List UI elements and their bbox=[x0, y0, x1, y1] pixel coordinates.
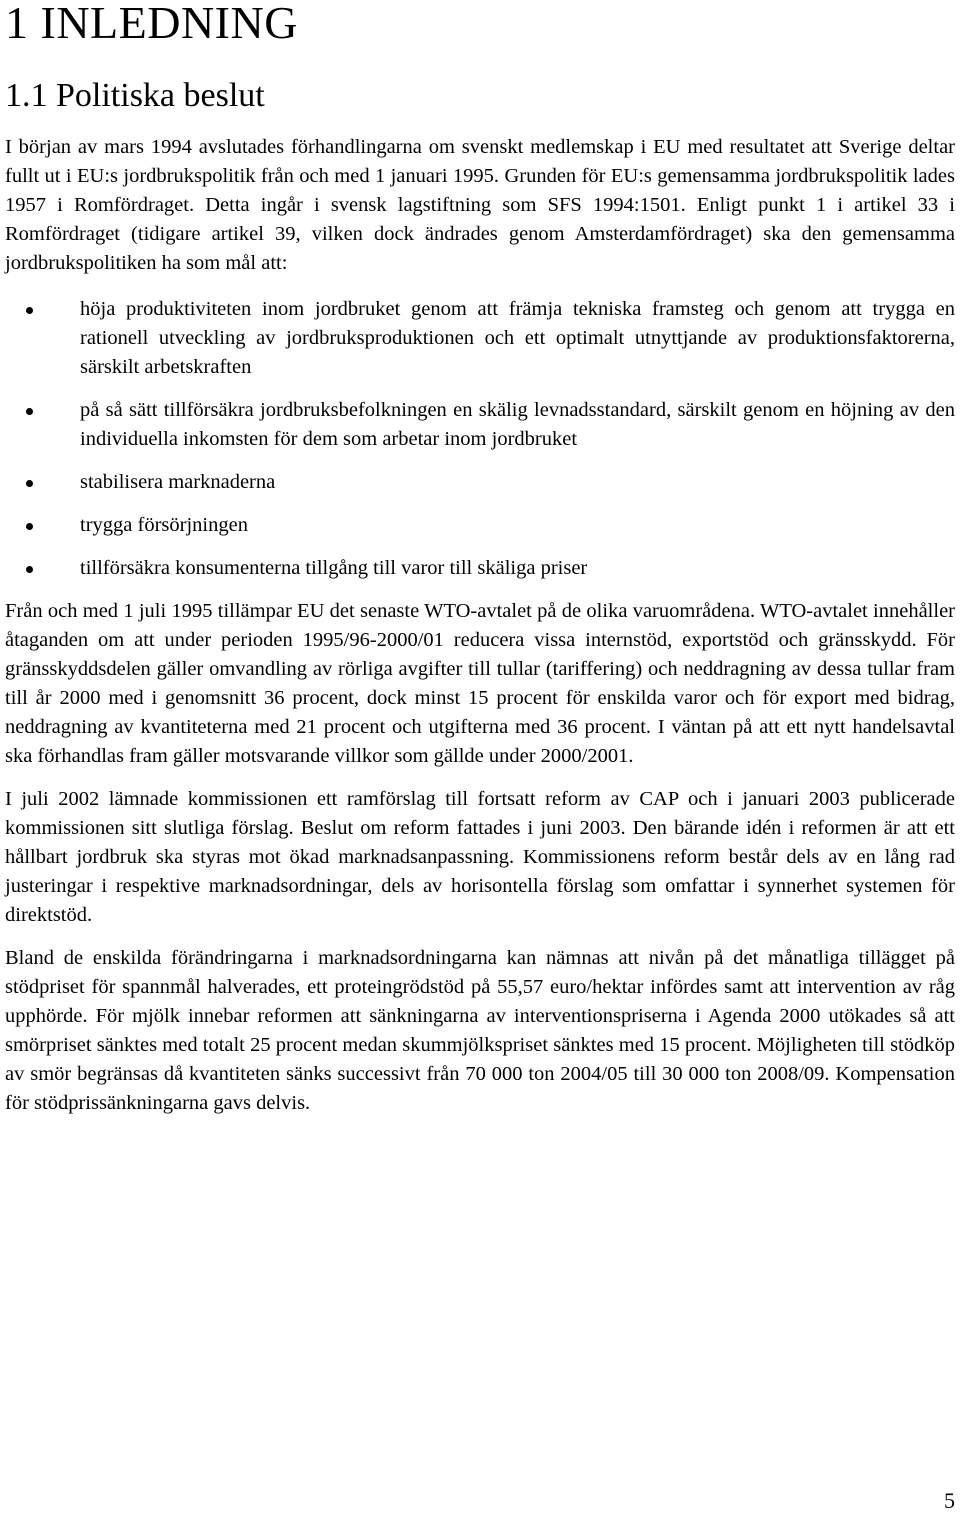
bullet-icon bbox=[26, 523, 33, 530]
chapter-heading: 1 INLEDNING bbox=[5, 0, 298, 48]
list-item bbox=[5, 396, 955, 454]
wto-paragraph: Från och med 1 juli 1995 tillämpar EU det senaste WTO-avtalet på de olika varuområdena. WTO-avtalet innehåller åtaganden om att under perioden 1995/96-2000/01 reducera vissa internstöd, exportstöd och gränsskydd. För gränsskyddsdelen gäller omvandling av rörliga avgifter till tullar (tariffering) och neddragning av dessa tullar fram till år 2000 med i genomsnitt 36 procent, dock minst 15 procent för enskilda varor och för export med bidrag, neddragning av kvantiteterna med 21 procent och utgifterna med 36 procent. I väntan på att ett nytt handelsavtal ska förhandlas fram gäller motsvarande villkor som gällde under 2000/2001. bbox=[5, 600, 955, 767]
list-item bbox=[5, 511, 955, 540]
list-item-text: på så sätt tillförsäkra jordbruksbefolkningen en skälig levnadsstandard, särskilt genom en höjning av den individuella inkomsten för dem som arbetar inom jordbruket bbox=[80, 399, 955, 450]
bullet-icon bbox=[26, 480, 33, 487]
list-item bbox=[5, 468, 955, 497]
bullet-icon bbox=[26, 566, 33, 573]
list-item-text: stabilisera marknaderna bbox=[80, 471, 276, 493]
list-item-text: trygga försörjningen bbox=[80, 514, 248, 536]
list-item bbox=[5, 554, 955, 583]
list-item-text: tillförsäkra konsumenterna tillgång till varor till skäliga priser bbox=[80, 557, 588, 579]
section-heading: 1.1 Politiska beslut bbox=[5, 77, 265, 114]
list-item-text: höja produktiviteten inom jordbruket genom att främja tekniska framsteg och genom att trygga en rationell utveckling av jordbruksproduktionen och ett optimalt utnyttjande av produktionsfaktorerna, särskilt arbetskraften bbox=[80, 298, 955, 378]
market-changes-paragraph: Bland de enskilda förändringarna i marknadsordningarna kan nämnas att nivån på det månatliga tillägget på stödpriset för spannmål halverades, ett proteingrödstöd på 55,57 euro/hektar infördes samt att intervention av råg upphörde. För mjölk innebar reformen att sänkningarna av interventionspriserna i Agenda 2000 utökades så att smörpriset sänktes med totalt 25 procent medan skummjölkspriset sänktes med 15 procent. Möjligheten till stödköp av smör begränsas då kvantiteten sänks successivt från 70 000 ton 2004/05 till 30 000 ton 2008/09. Kompensation för stödprissänkningarna gavs delvis. bbox=[5, 947, 955, 1114]
page-number: 5 bbox=[944, 1488, 955, 1513]
intro-paragraph: I början av mars 1994 avslutades förhandlingarna om svenskt medlemskap i EU med resultatet att Sverige deltar fullt ut i EU:s jordbrukspolitik från och med 1 januari 1995. Grunden för EU:s gemensamma jordbrukspolitik lades 1957 i Romfördraget. Detta ingår i svensk lagstiftning som SFS 1994:1501. Enligt punkt 1 i artikel 33 i Romfördraget (tidigare artikel 39, vilken dock ändrades genom Amsterdamfördraget) ska den gemensamma jordbrukspolitiken ha som mål att: bbox=[5, 136, 955, 274]
list-item bbox=[5, 295, 955, 382]
bullet-icon bbox=[26, 307, 33, 314]
cap-reform-paragraph: I juli 2002 lämnade kommissionen ett ramförslag till fortsatt reform av CAP och i januari 2003 publicerade kommissionen sitt slutliga förslag. Beslut om reform fattades i juni 2003. Den bärande idén i reformen är att ett hållbart jordbruk ska styras mot ökad marknadsanpassning. Kommissionens reform består dels av en lång rad justeringar i respektive marknadsordningar, dels av horisontella förslag som omfattar i synnerhet systemen för direktstöd. bbox=[5, 788, 955, 926]
document-page bbox=[5, 0, 955, 1118]
bullet-icon bbox=[26, 408, 33, 415]
goals-list bbox=[5, 295, 955, 583]
